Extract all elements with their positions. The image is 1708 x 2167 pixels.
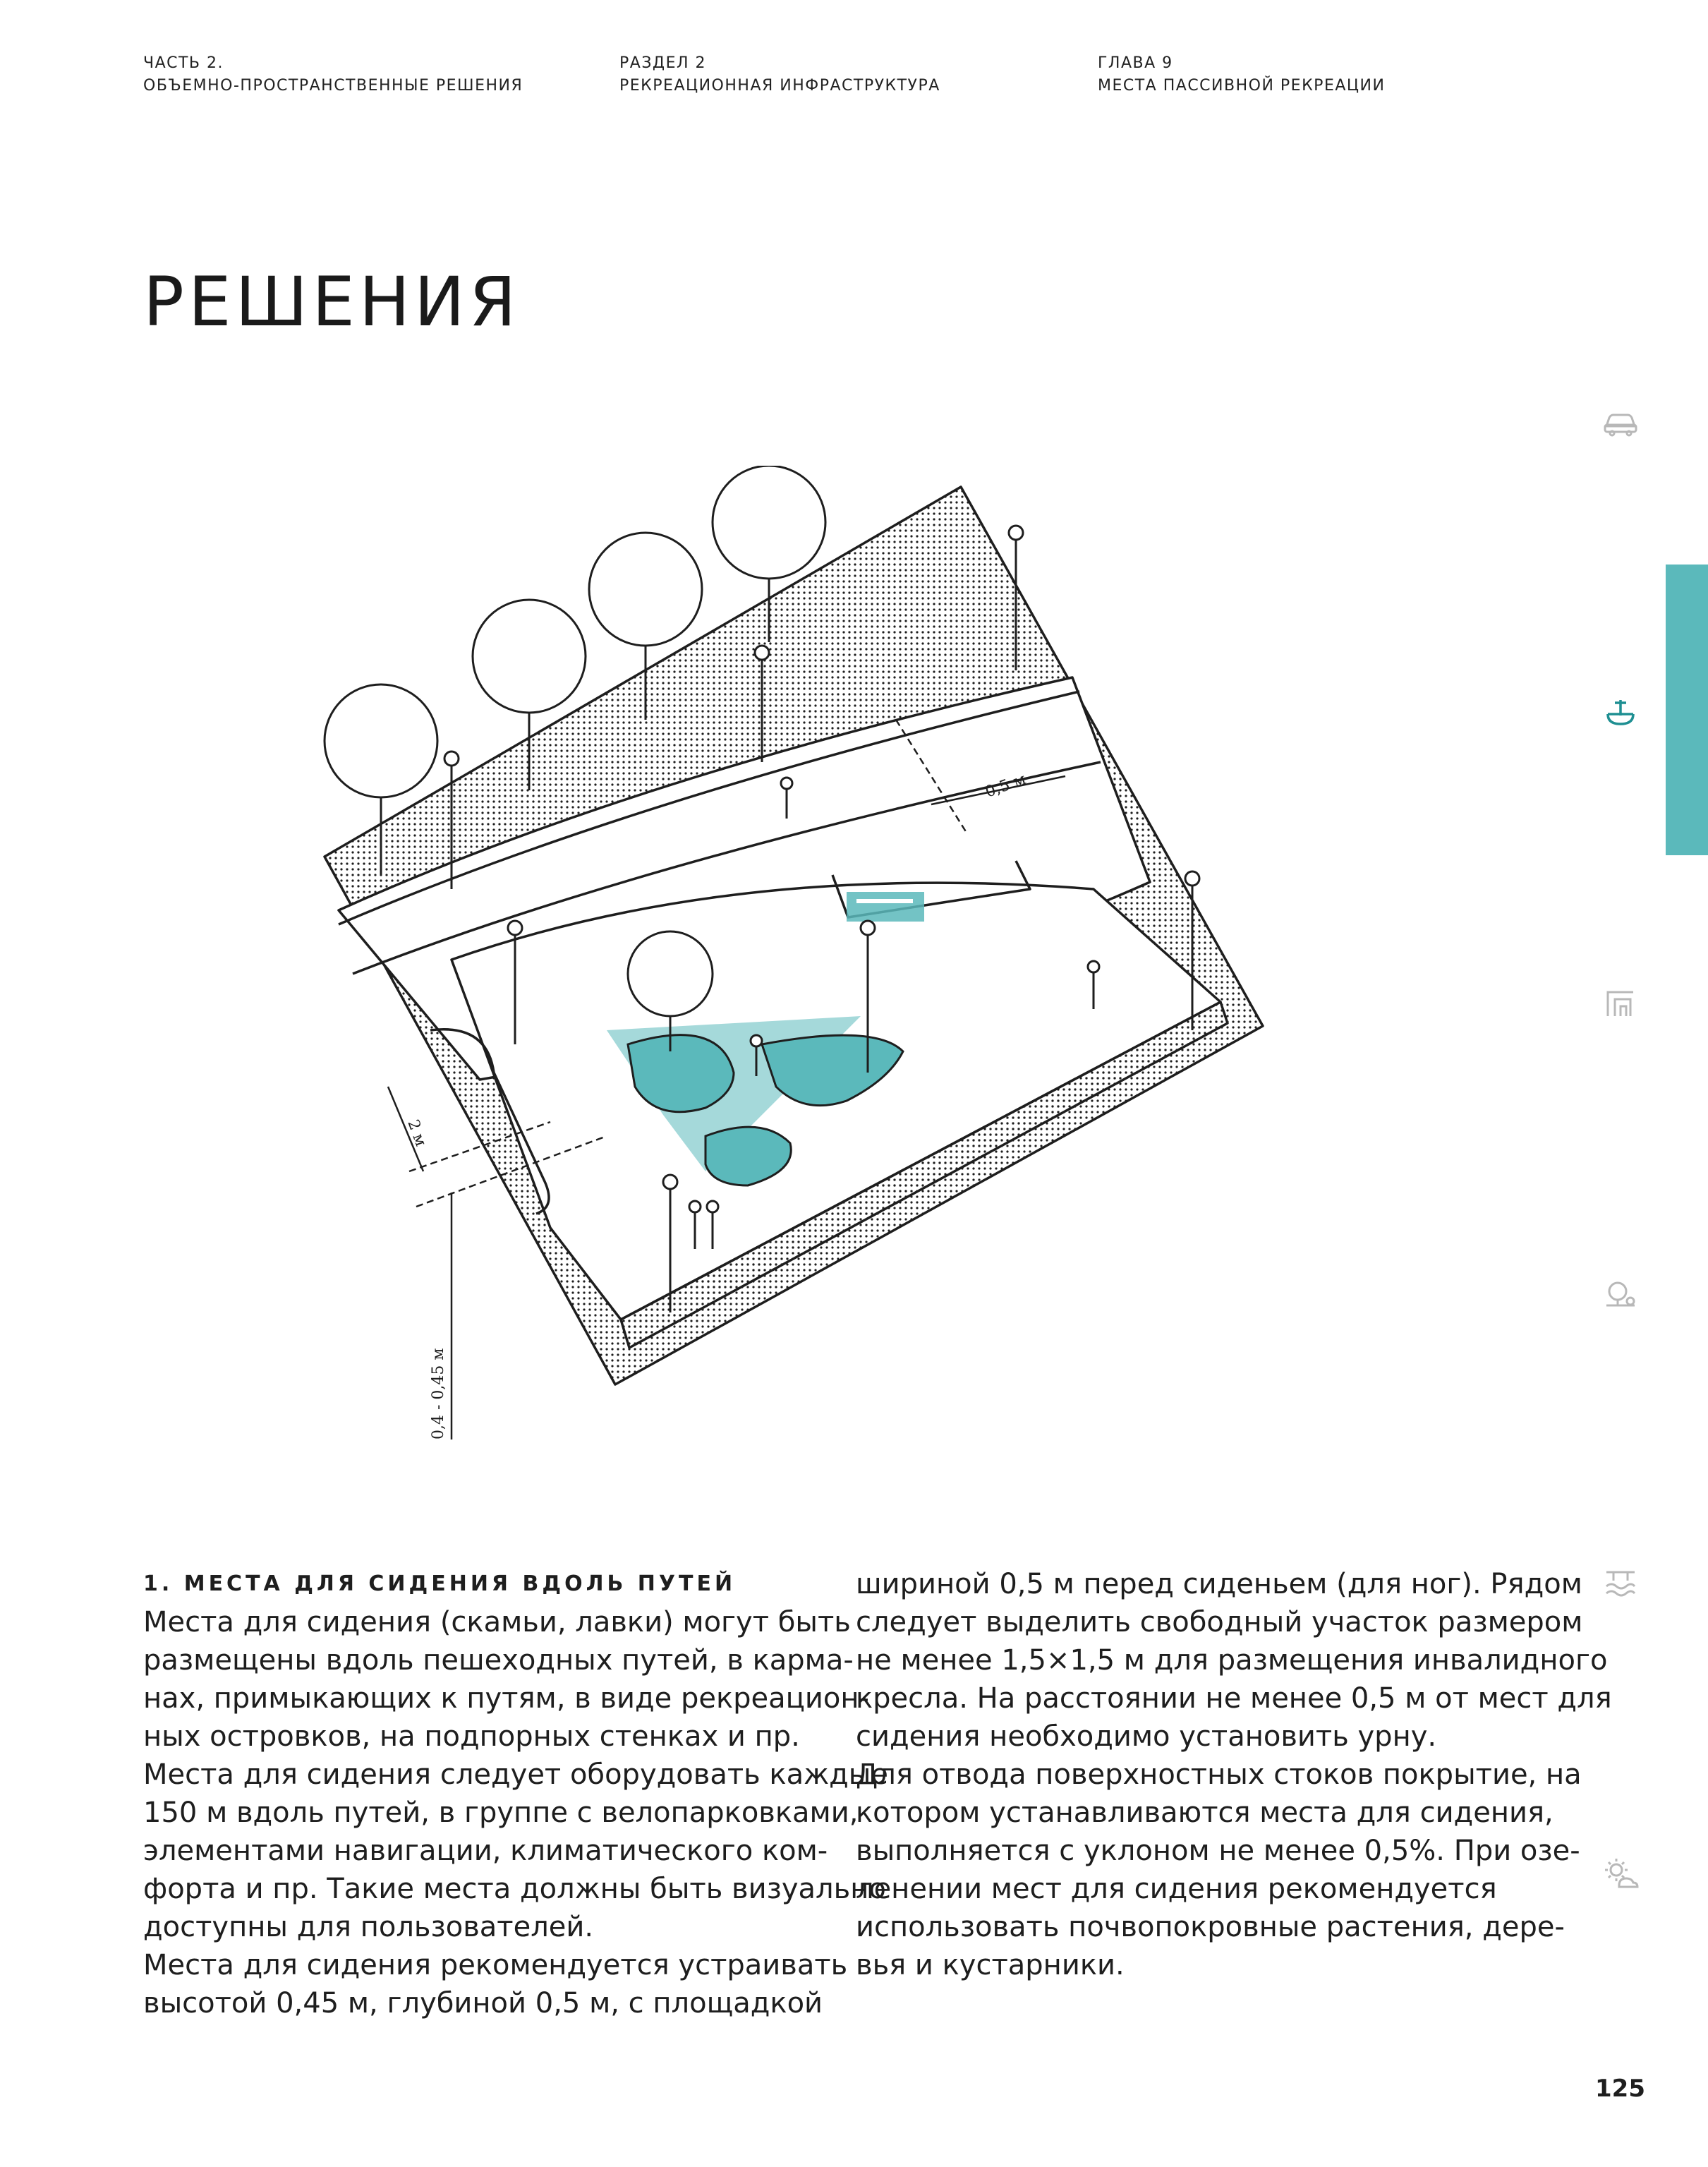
header-section-title: РЕКРЕАЦИОННАЯ ИНФРАСТРУКТУРА (619, 77, 940, 95)
paragraph-line: Места для сидения следует оборудовать каждые (143, 1758, 888, 1791)
paragraph-line: Для отвода поверхностных стоков покрытие, на (856, 1758, 1582, 1791)
dim-width-label: 2 м (404, 1117, 430, 1149)
paragraph-line: следует выделить свободный участок размером (856, 1606, 1583, 1638)
paragraph-line: элементами навигации, климатического ком- (143, 1835, 828, 1867)
paragraph-line: использовать почвопокровные растения, дере- (856, 1911, 1565, 1943)
paragraph-line: 150 м вдоль путей, в группе с велопарковками, (143, 1797, 859, 1829)
fountain-icon[interactable] (1599, 692, 1642, 734)
paragraph-line: высотой 0,45 м, глубиной 0,5 м, с площадкой (143, 1987, 823, 2020)
paragraph-line: кресла. На расстоянии не менее 0,5 м от мест для (856, 1682, 1612, 1715)
header-part-label: ЧАСТЬ 2. (143, 54, 224, 72)
header-chapter (1098, 52, 1385, 97)
header-part (143, 52, 523, 97)
paragraph-line: сидения необходимо установить урну. (856, 1720, 1437, 1753)
paragraph-line: Места для сидения (скамьи, лавки) могут быть (143, 1606, 851, 1638)
header-section-label: РАЗДЕЛ 2 (619, 54, 707, 72)
header-chapter-label: ГЛАВА 9 (1098, 54, 1173, 72)
paragraph-line: ных островков, на подпорных стенках и пр. (143, 1720, 800, 1753)
weather-icon[interactable] (1599, 1853, 1642, 1895)
paragraph-line: выполняется с уклоном не менее 0,5%. При озе- (856, 1835, 1580, 1867)
page-number: 125 (1595, 2075, 1645, 2103)
paragraph-line: котором устанавливаются места для сидения, (856, 1797, 1553, 1829)
section-heading: 1. МЕСТА ДЛЯ СИДЕНИЯ ВДОЛЬ ПУТЕЙ (143, 1571, 737, 1596)
paragraph-line: Места для сидения рекомендуется устраивать (143, 1949, 848, 1981)
water-icon[interactable] (1599, 1562, 1642, 1605)
text-column-1 (143, 1565, 888, 2022)
paragraph-line: не менее 1,5×1,5 м для размещения инвалидного (856, 1644, 1608, 1677)
header-section (619, 52, 940, 97)
header-part-title: ОБЪЕМНО-ПРОСТРАНСТВЕННЫЕ РЕШЕНИЯ (143, 77, 523, 95)
text-column-2 (856, 1565, 1612, 1984)
paragraph-line: вья и кустарники. (856, 1949, 1125, 1981)
site-plan-illustration (310, 466, 1298, 1468)
playground-icon[interactable] (1599, 1273, 1642, 1315)
building-icon[interactable] (1599, 982, 1642, 1025)
header-chapter-title: МЕСТА ПАССИВНОЙ РЕКРЕАЦИИ (1098, 77, 1386, 95)
dim-height-label: 0,4 - 0,45 м (430, 1348, 447, 1439)
dim-top-label: 0,5 м (983, 770, 1029, 802)
paragraph-line: размещены вдоль пешеходных путей, в карма- (143, 1644, 854, 1677)
paragraph-line: форта и пр. Такие места должны быть визуально (143, 1873, 886, 1905)
sidebar-active-tab (1666, 565, 1708, 855)
page-title: РЕШЕНИЯ (143, 262, 521, 342)
paragraph-line: ленении мест для сидения рекомендуется (856, 1873, 1497, 1905)
paragraph-line: доступны для пользователей. (143, 1911, 594, 1943)
car-icon[interactable] (1599, 401, 1642, 443)
paragraph-line: нах, примыкающих к путям, в виде рекреацион- (143, 1682, 869, 1715)
paragraph-line: шириной 0,5 м перед сиденьем (для ног). Рядом (856, 1568, 1582, 1600)
